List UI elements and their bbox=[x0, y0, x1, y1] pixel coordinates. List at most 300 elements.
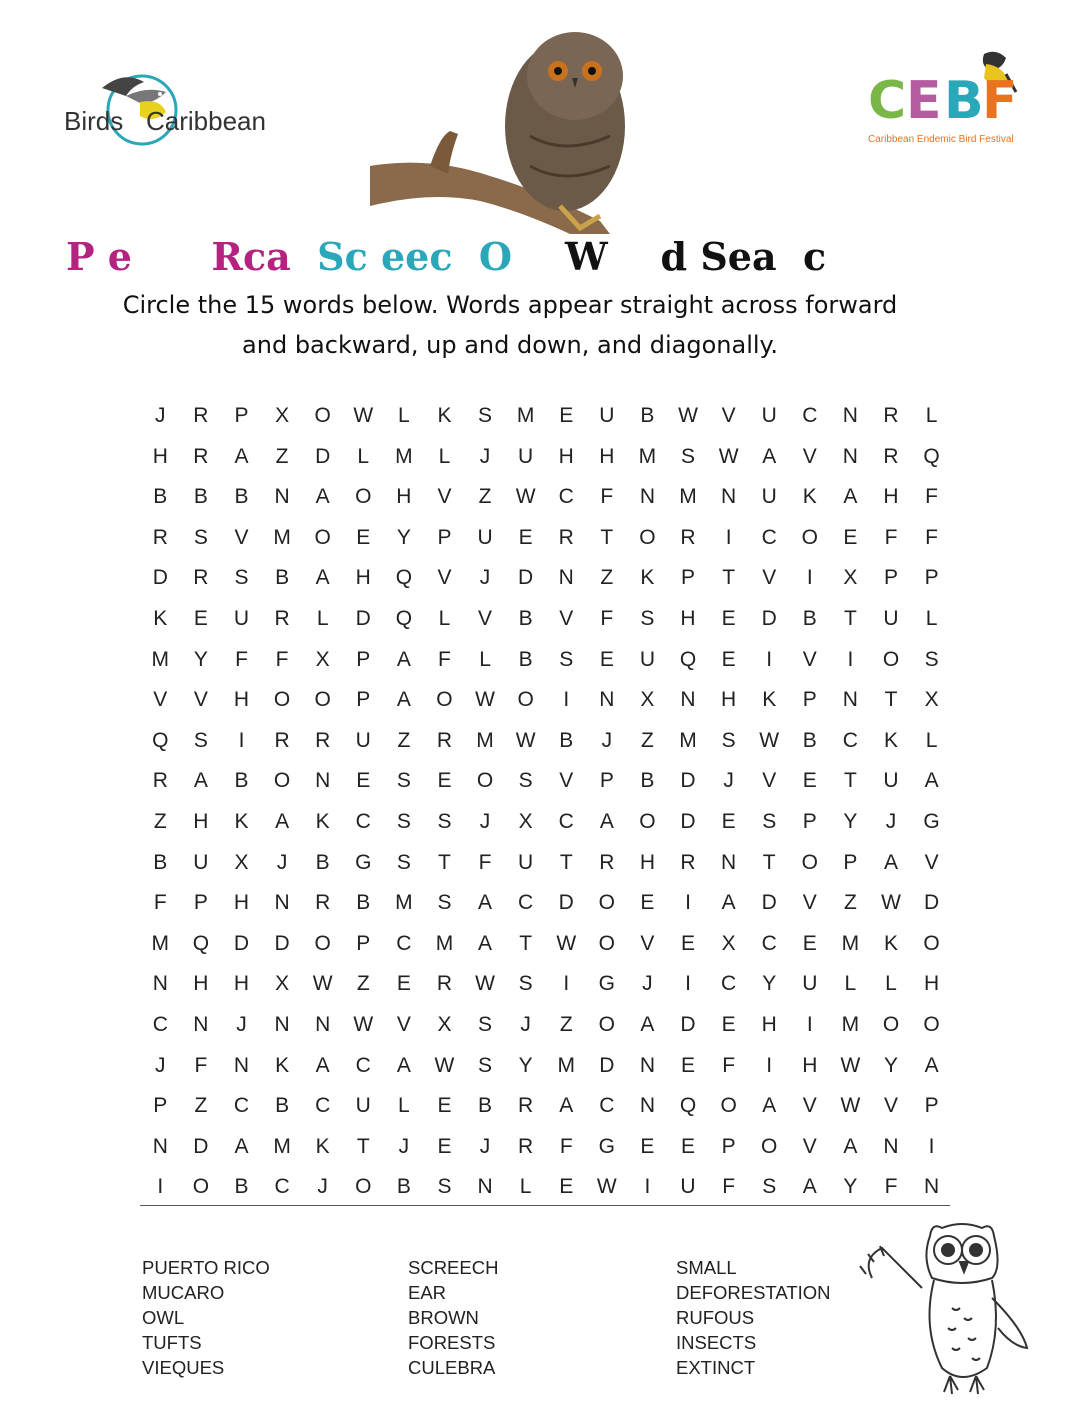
grid-cell[interactable]: Q bbox=[395, 566, 413, 590]
grid-cell[interactable]: O bbox=[882, 1012, 900, 1036]
grid-cell[interactable]: O bbox=[314, 525, 331, 549]
grid-cell[interactable]: C bbox=[152, 1012, 168, 1036]
grid-cell[interactable]: S bbox=[396, 809, 411, 833]
grid-cell[interactable]: M bbox=[273, 1134, 291, 1158]
grid-cell[interactable]: H bbox=[233, 688, 250, 712]
grid-cell[interactable]: W bbox=[353, 1012, 374, 1036]
grid-cell[interactable]: L bbox=[398, 404, 410, 427]
grid-cell[interactable]: N bbox=[274, 485, 290, 509]
grid-cell[interactable]: E bbox=[437, 1094, 452, 1118]
grid-cell[interactable]: T bbox=[438, 850, 451, 874]
grid-cell[interactable]: D bbox=[558, 891, 574, 915]
grid-cell[interactable]: H bbox=[802, 1053, 818, 1077]
grid-cell[interactable]: A bbox=[762, 444, 777, 468]
grid-cell[interactable]: B bbox=[234, 769, 249, 793]
grid-cell[interactable]: Q bbox=[923, 444, 940, 468]
grid-cell[interactable]: E bbox=[559, 404, 574, 427]
grid-cell[interactable]: L bbox=[438, 606, 451, 630]
grid-cell[interactable]: W bbox=[515, 485, 536, 509]
grid-cell[interactable]: W bbox=[515, 728, 536, 752]
grid-cell[interactable]: O bbox=[801, 850, 818, 874]
grid-cell[interactable]: D bbox=[315, 444, 331, 468]
grid-cell[interactable]: B bbox=[234, 1175, 249, 1199]
grid-cell[interactable]: H bbox=[599, 444, 615, 468]
grid-cell[interactable]: H bbox=[639, 850, 655, 874]
word-search-grid[interactable] bbox=[140, 396, 952, 1208]
grid-cell[interactable]: N bbox=[274, 1012, 290, 1036]
grid-cell[interactable]: N bbox=[923, 1175, 940, 1199]
grid-cell[interactable]: C bbox=[396, 931, 412, 955]
grid-cell[interactable]: O bbox=[517, 688, 534, 712]
grid-cell[interactable]: C bbox=[233, 1094, 250, 1118]
grid-cell[interactable]: E bbox=[599, 647, 614, 671]
grid-cell[interactable]: J bbox=[479, 809, 491, 833]
grid-cell[interactable]: L bbox=[925, 404, 938, 427]
grid-cell[interactable]: M bbox=[395, 444, 413, 468]
grid-cell[interactable]: W bbox=[759, 728, 780, 752]
grid-cell[interactable]: Y bbox=[843, 809, 858, 833]
grid-cell[interactable]: S bbox=[518, 972, 533, 996]
grid-cell[interactable]: P bbox=[356, 931, 371, 955]
grid-cell[interactable]: O bbox=[598, 931, 615, 955]
grid-cell[interactable]: P bbox=[924, 566, 939, 590]
grid-cell[interactable]: W bbox=[353, 404, 374, 427]
grid-cell[interactable]: H bbox=[721, 688, 737, 712]
grid-cell[interactable]: Y bbox=[762, 972, 777, 996]
grid-cell[interactable]: P bbox=[234, 404, 249, 427]
grid-cell[interactable]: Z bbox=[194, 1094, 208, 1118]
grid-cell[interactable]: I bbox=[928, 1134, 935, 1158]
grid-cell[interactable]: M bbox=[435, 931, 454, 955]
grid-cell[interactable]: V bbox=[193, 688, 208, 712]
grid-cell[interactable]: X bbox=[437, 1012, 452, 1036]
grid-cell[interactable]: S bbox=[437, 809, 452, 833]
grid-cell[interactable]: W bbox=[556, 931, 577, 955]
grid-cell[interactable]: C bbox=[761, 525, 777, 549]
grid-cell[interactable]: H bbox=[761, 1012, 777, 1036]
grid-cell[interactable]: Z bbox=[356, 972, 370, 996]
grid-cell[interactable]: R bbox=[315, 728, 331, 752]
grid-cell[interactable]: E bbox=[356, 769, 371, 793]
grid-cell[interactable]: M bbox=[679, 728, 697, 752]
grid-cell[interactable]: K bbox=[883, 728, 898, 752]
grid-cell[interactable]: Q bbox=[679, 1094, 697, 1118]
grid-cell[interactable]: A bbox=[315, 485, 330, 509]
grid-cell[interactable]: R bbox=[193, 404, 209, 427]
grid-cell[interactable]: A bbox=[924, 769, 939, 793]
grid-cell[interactable]: I bbox=[725, 525, 732, 549]
grid-cell[interactable]: Y bbox=[843, 1175, 858, 1199]
grid-cell[interactable]: J bbox=[642, 972, 653, 996]
grid-cell[interactable]: P bbox=[802, 809, 817, 833]
grid-cell[interactable]: J bbox=[155, 404, 166, 427]
grid-cell[interactable]: A bbox=[193, 769, 208, 793]
grid-cell[interactable]: E bbox=[681, 1134, 696, 1158]
grid-cell[interactable]: O bbox=[923, 1012, 940, 1036]
grid-cell[interactable]: O bbox=[761, 1134, 778, 1158]
grid-cell[interactable]: B bbox=[559, 728, 574, 752]
grid-cell[interactable]: B bbox=[275, 566, 290, 590]
grid-cell[interactable]: J bbox=[601, 728, 613, 752]
grid-cell[interactable]: U bbox=[639, 647, 655, 671]
grid-cell[interactable]: S bbox=[193, 728, 208, 752]
grid-cell[interactable]: H bbox=[680, 606, 696, 630]
grid-cell[interactable]: U bbox=[802, 972, 818, 996]
grid-cell[interactable]: R bbox=[558, 525, 574, 549]
grid-cell[interactable]: E bbox=[721, 809, 736, 833]
grid-cell[interactable]: G bbox=[598, 972, 615, 996]
grid-cell[interactable]: X bbox=[315, 647, 330, 671]
grid-cell[interactable]: N bbox=[152, 972, 168, 996]
grid-cell[interactable]: X bbox=[275, 972, 290, 996]
grid-cell[interactable]: D bbox=[518, 566, 534, 590]
grid-cell[interactable]: X bbox=[518, 809, 533, 833]
grid-cell[interactable]: W bbox=[718, 444, 739, 468]
grid-cell[interactable]: A bbox=[315, 566, 330, 590]
grid-cell[interactable]: S bbox=[437, 891, 452, 915]
grid-cell[interactable]: C bbox=[842, 728, 858, 752]
grid-cell[interactable]: K bbox=[153, 606, 168, 630]
grid-cell[interactable]: L bbox=[479, 647, 491, 671]
grid-cell[interactable]: A bbox=[559, 1094, 574, 1118]
grid-cell[interactable]: T bbox=[356, 1134, 370, 1158]
grid-cell[interactable]: D bbox=[274, 931, 290, 955]
grid-cell[interactable]: I bbox=[806, 566, 813, 590]
grid-cell[interactable]: K bbox=[802, 485, 817, 509]
grid-cell[interactable]: B bbox=[275, 1094, 290, 1118]
grid-cell[interactable]: I bbox=[766, 1053, 773, 1077]
grid-cell[interactable]: X bbox=[924, 688, 939, 712]
grid-cell[interactable]: S bbox=[681, 444, 696, 468]
grid-cell[interactable]: N bbox=[639, 1094, 655, 1118]
grid-cell[interactable]: V bbox=[762, 566, 777, 590]
grid-cell[interactable]: A bbox=[396, 647, 411, 671]
grid-cell[interactable]: S bbox=[924, 647, 939, 671]
grid-cell[interactable]: O bbox=[273, 769, 291, 793]
grid-cell[interactable]: K bbox=[640, 566, 655, 590]
grid-cell[interactable]: L bbox=[519, 1175, 532, 1199]
grid-cell[interactable]: U bbox=[761, 485, 777, 509]
grid-cell[interactable]: A bbox=[843, 485, 858, 509]
grid-cell[interactable]: N bbox=[152, 1134, 168, 1158]
grid-cell[interactable]: F bbox=[925, 525, 938, 549]
grid-cell[interactable]: A bbox=[315, 1053, 330, 1077]
grid-cell[interactable]: N bbox=[721, 485, 737, 509]
grid-cell[interactable]: Z bbox=[478, 485, 492, 509]
grid-cell[interactable]: M bbox=[273, 525, 291, 549]
grid-cell[interactable]: O bbox=[273, 688, 291, 712]
grid-cell[interactable]: M bbox=[557, 1053, 575, 1077]
grid-cell[interactable]: N bbox=[842, 688, 858, 712]
grid-cell[interactable]: R bbox=[680, 525, 696, 549]
grid-cell[interactable]: H bbox=[355, 566, 371, 590]
grid-cell[interactable]: U bbox=[518, 444, 534, 468]
grid-cell[interactable]: O bbox=[476, 769, 494, 793]
grid-cell[interactable]: U bbox=[599, 404, 615, 427]
grid-cell[interactable]: D bbox=[680, 809, 696, 833]
grid-cell[interactable]: B bbox=[802, 728, 817, 752]
grid-cell[interactable]: E bbox=[721, 1012, 736, 1036]
grid-cell[interactable]: H bbox=[193, 809, 209, 833]
grid-cell[interactable]: I bbox=[644, 1175, 651, 1199]
grid-cell[interactable]: H bbox=[233, 891, 250, 915]
grid-cell[interactable]: A bbox=[396, 688, 411, 712]
grid-cell[interactable]: J bbox=[479, 566, 491, 590]
grid-cell[interactable]: P bbox=[437, 525, 452, 549]
grid-cell[interactable]: N bbox=[599, 688, 615, 712]
grid-cell[interactable]: K bbox=[883, 931, 898, 955]
grid-cell[interactable]: I bbox=[685, 891, 691, 915]
grid-cell[interactable]: S bbox=[518, 769, 533, 793]
grid-cell[interactable]: O bbox=[314, 931, 331, 955]
grid-cell[interactable]: E bbox=[640, 1134, 655, 1158]
grid-cell[interactable]: V bbox=[721, 404, 736, 427]
grid-cell[interactable]: C bbox=[315, 1094, 331, 1118]
grid-cell[interactable]: M bbox=[395, 891, 413, 915]
grid-cell[interactable]: Z bbox=[559, 1012, 573, 1036]
grid-cell[interactable]: K bbox=[234, 809, 249, 833]
grid-cell[interactable]: N bbox=[639, 1053, 655, 1077]
grid-cell[interactable]: V bbox=[153, 688, 168, 712]
grid-cell[interactable]: P bbox=[924, 1094, 939, 1118]
grid-cell[interactable]: V bbox=[802, 444, 817, 468]
grid-cell[interactable]: Z bbox=[153, 809, 167, 833]
grid-cell[interactable]: I bbox=[238, 728, 245, 752]
grid-cell[interactable]: F bbox=[559, 1134, 573, 1158]
grid-cell[interactable]: H bbox=[152, 444, 168, 468]
grid-cell[interactable]: O bbox=[355, 1175, 372, 1199]
grid-cell[interactable]: O bbox=[801, 525, 818, 549]
grid-cell[interactable]: V bbox=[924, 850, 939, 874]
grid-cell[interactable]: N bbox=[477, 1175, 493, 1199]
grid-cell[interactable]: C bbox=[558, 485, 574, 509]
grid-cell[interactable]: R bbox=[152, 769, 168, 793]
grid-cell[interactable]: Z bbox=[843, 891, 857, 915]
grid-cell[interactable]: P bbox=[681, 566, 696, 590]
grid-cell[interactable]: D bbox=[680, 769, 696, 793]
grid-cell[interactable]: M bbox=[151, 647, 170, 671]
grid-cell[interactable]: A bbox=[762, 1094, 777, 1118]
grid-cell[interactable]: S bbox=[193, 525, 208, 549]
grid-cell[interactable]: M bbox=[151, 931, 170, 955]
grid-cell[interactable]: D bbox=[233, 931, 250, 955]
grid-cell[interactable]: R bbox=[883, 444, 899, 468]
grid-cell[interactable]: V bbox=[802, 1094, 817, 1118]
grid-cell[interactable]: I bbox=[563, 688, 570, 712]
grid-cell[interactable]: O bbox=[882, 647, 900, 671]
grid-cell[interactable]: U bbox=[883, 769, 899, 793]
grid-cell[interactable]: W bbox=[840, 1053, 861, 1077]
grid-cell[interactable]: F bbox=[600, 606, 614, 630]
grid-cell[interactable]: A bbox=[883, 850, 898, 874]
grid-cell[interactable]: F bbox=[600, 485, 614, 509]
grid-cell[interactable]: L bbox=[398, 1094, 410, 1118]
grid-cell[interactable]: E bbox=[559, 1175, 574, 1199]
grid-cell[interactable]: V bbox=[802, 647, 817, 671]
grid-cell[interactable]: W bbox=[434, 1053, 455, 1077]
grid-cell[interactable]: G bbox=[355, 850, 372, 874]
grid-cell[interactable]: W bbox=[475, 972, 495, 996]
grid-cell[interactable]: B bbox=[396, 1175, 411, 1199]
grid-cell[interactable]: O bbox=[720, 1094, 737, 1118]
grid-cell[interactable]: J bbox=[398, 1134, 410, 1158]
grid-cell[interactable]: D bbox=[193, 1134, 209, 1158]
grid-cell[interactable]: M bbox=[841, 931, 860, 955]
grid-cell[interactable]: J bbox=[317, 1175, 328, 1199]
grid-cell[interactable]: Q bbox=[679, 647, 697, 671]
grid-cell[interactable]: H bbox=[193, 972, 209, 996]
grid-cell[interactable]: C bbox=[802, 404, 818, 427]
grid-cell[interactable]: S bbox=[437, 1175, 452, 1199]
grid-cell[interactable]: E bbox=[721, 647, 736, 671]
grid-cell[interactable]: V bbox=[437, 566, 452, 590]
grid-cell[interactable]: L bbox=[357, 444, 370, 468]
grid-cell[interactable]: U bbox=[477, 525, 493, 549]
grid-cell[interactable]: E bbox=[802, 769, 817, 793]
grid-cell[interactable]: H bbox=[923, 972, 940, 996]
grid-cell[interactable]: Z bbox=[397, 728, 411, 752]
grid-cell[interactable]: C bbox=[721, 972, 737, 996]
grid-cell[interactable]: K bbox=[275, 1053, 290, 1077]
grid-cell[interactable]: D bbox=[355, 606, 371, 630]
grid-cell[interactable]: U bbox=[193, 850, 209, 874]
grid-cell[interactable]: I bbox=[157, 1175, 164, 1199]
grid-cell[interactable]: O bbox=[639, 525, 656, 549]
grid-cell[interactable]: B bbox=[518, 647, 533, 671]
grid-cell[interactable]: T bbox=[722, 566, 736, 590]
grid-cell[interactable]: S bbox=[640, 606, 655, 630]
grid-cell[interactable]: G bbox=[923, 809, 940, 833]
grid-cell[interactable]: J bbox=[479, 1134, 491, 1158]
grid-cell[interactable]: E bbox=[193, 606, 208, 630]
grid-cell[interactable]: U bbox=[355, 1094, 371, 1118]
grid-cell[interactable]: O bbox=[192, 1175, 210, 1199]
grid-cell[interactable]: D bbox=[152, 566, 168, 590]
grid-cell[interactable]: V bbox=[762, 769, 777, 793]
grid-cell[interactable]: E bbox=[843, 525, 858, 549]
grid-cell[interactable]: B bbox=[234, 485, 249, 509]
grid-cell[interactable]: I bbox=[847, 647, 854, 671]
grid-cell[interactable]: R bbox=[274, 728, 290, 752]
grid-cell[interactable]: Q bbox=[192, 931, 210, 955]
grid-cell[interactable]: N bbox=[233, 1053, 250, 1077]
grid-cell[interactable]: U bbox=[761, 404, 777, 427]
grid-cell[interactable]: R bbox=[518, 1094, 534, 1118]
grid-cell[interactable]: O bbox=[639, 809, 656, 833]
grid-cell[interactable]: T bbox=[559, 850, 573, 874]
grid-cell[interactable]: I bbox=[806, 1012, 813, 1036]
grid-cell[interactable]: G bbox=[598, 1134, 615, 1158]
grid-cell[interactable]: W bbox=[678, 404, 698, 427]
grid-cell[interactable]: A bbox=[234, 1134, 249, 1158]
grid-cell[interactable]: V bbox=[396, 1012, 411, 1036]
grid-cell[interactable]: V bbox=[559, 769, 574, 793]
grid-cell[interactable]: T bbox=[519, 931, 533, 955]
grid-cell[interactable]: H bbox=[558, 444, 574, 468]
grid-cell[interactable]: K bbox=[315, 809, 330, 833]
grid-cell[interactable]: V bbox=[478, 606, 493, 630]
grid-cell[interactable]: W bbox=[312, 972, 333, 996]
grid-cell[interactable]: E bbox=[640, 891, 655, 915]
grid-cell[interactable]: O bbox=[314, 688, 331, 712]
grid-cell[interactable]: X bbox=[275, 404, 290, 427]
grid-cell[interactable]: Q bbox=[395, 606, 413, 630]
grid-cell[interactable]: N bbox=[883, 1134, 899, 1158]
grid-cell[interactable]: K bbox=[315, 1134, 330, 1158]
grid-cell[interactable]: F bbox=[194, 1053, 208, 1077]
grid-cell[interactable]: L bbox=[925, 606, 938, 630]
grid-cell[interactable]: L bbox=[316, 606, 329, 630]
grid-cell[interactable]: W bbox=[475, 688, 495, 712]
grid-cell[interactable]: E bbox=[396, 972, 411, 996]
grid-cell[interactable]: C bbox=[599, 1094, 615, 1118]
grid-cell[interactable]: D bbox=[761, 891, 777, 915]
grid-cell[interactable]: B bbox=[640, 404, 655, 427]
grid-cell[interactable]: I bbox=[563, 972, 570, 996]
grid-cell[interactable]: P bbox=[802, 688, 817, 712]
grid-cell[interactable]: J bbox=[236, 1012, 247, 1036]
grid-cell[interactable]: K bbox=[437, 404, 452, 427]
grid-cell[interactable]: E bbox=[356, 525, 371, 549]
grid-cell[interactable]: O bbox=[598, 891, 615, 915]
grid-cell[interactable]: S bbox=[478, 1053, 493, 1077]
grid-cell[interactable]: R bbox=[315, 891, 331, 915]
grid-cell[interactable]: S bbox=[762, 809, 777, 833]
grid-cell[interactable]: P bbox=[883, 566, 898, 590]
grid-cell[interactable]: C bbox=[274, 1175, 290, 1199]
grid-cell[interactable]: J bbox=[276, 850, 288, 874]
grid-cell[interactable]: X bbox=[640, 688, 655, 712]
grid-cell[interactable]: H bbox=[233, 972, 250, 996]
grid-cell[interactable]: M bbox=[679, 485, 697, 509]
grid-cell[interactable]: B bbox=[315, 850, 330, 874]
grid-cell[interactable]: N bbox=[842, 444, 858, 468]
grid-cell[interactable]: X bbox=[234, 850, 249, 874]
grid-cell[interactable]: J bbox=[479, 444, 491, 468]
grid-cell[interactable]: V bbox=[437, 485, 452, 509]
grid-cell[interactable]: M bbox=[476, 728, 494, 752]
grid-cell[interactable]: J bbox=[885, 809, 897, 833]
grid-cell[interactable]: Q bbox=[152, 728, 169, 752]
grid-cell[interactable]: A bbox=[599, 809, 614, 833]
grid-cell[interactable]: L bbox=[844, 972, 857, 996]
grid-cell[interactable]: L bbox=[925, 728, 938, 752]
grid-cell[interactable]: P bbox=[356, 688, 371, 712]
grid-cell[interactable]: B bbox=[356, 891, 371, 915]
grid-cell[interactable]: U bbox=[680, 1175, 696, 1199]
grid-cell[interactable]: D bbox=[923, 891, 940, 915]
grid-cell[interactable]: O bbox=[923, 931, 940, 955]
grid-cell[interactable]: T bbox=[884, 688, 898, 712]
grid-cell[interactable]: V bbox=[802, 1134, 817, 1158]
grid-cell[interactable]: W bbox=[840, 1094, 861, 1118]
grid-cell[interactable]: A bbox=[396, 1053, 411, 1077]
grid-cell[interactable]: S bbox=[396, 769, 411, 793]
grid-cell[interactable]: O bbox=[436, 688, 453, 712]
grid-cell[interactable]: A bbox=[802, 1175, 817, 1199]
grid-cell[interactable]: Y bbox=[883, 1053, 898, 1077]
grid-cell[interactable]: V bbox=[640, 931, 655, 955]
grid-cell[interactable]: B bbox=[640, 769, 655, 793]
grid-cell[interactable]: B bbox=[478, 1094, 493, 1118]
grid-cell[interactable]: R bbox=[152, 525, 168, 549]
grid-cell[interactable]: N bbox=[315, 769, 331, 793]
grid-cell[interactable]: S bbox=[234, 566, 249, 590]
grid-cell[interactable]: Z bbox=[275, 444, 289, 468]
grid-cell[interactable]: Z bbox=[641, 728, 654, 752]
grid-cell[interactable]: A bbox=[640, 1012, 655, 1036]
grid-cell[interactable]: A bbox=[478, 931, 493, 955]
